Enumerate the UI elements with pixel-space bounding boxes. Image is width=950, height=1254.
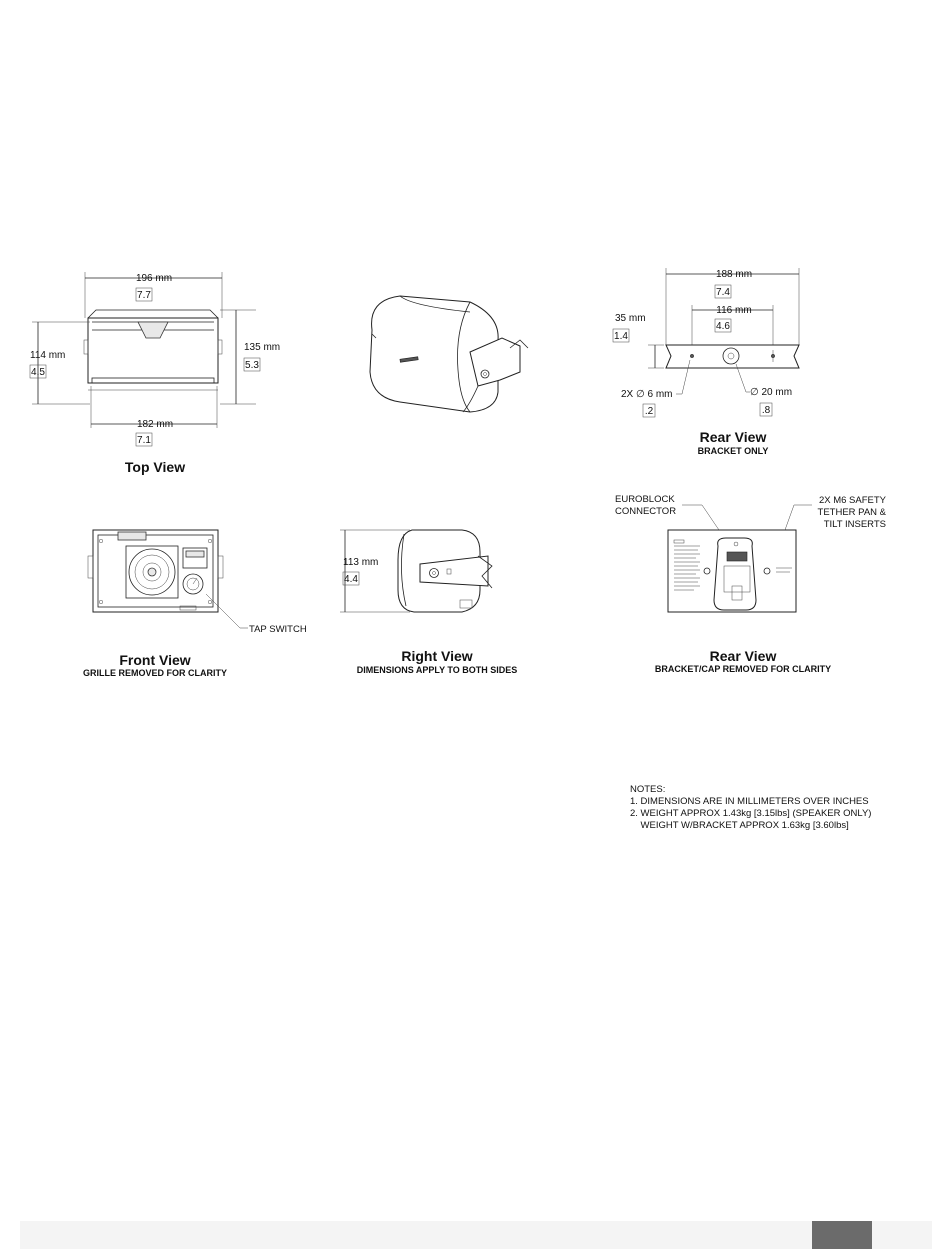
- top-view-title: Top View: [124, 459, 186, 475]
- tether-callout-line1: 2X M6 SAFETY: [818, 495, 886, 506]
- top-base-width-in: 7.1: [137, 435, 151, 446]
- bracket-overall-in: 7.4: [716, 287, 730, 298]
- bracket-large-hole-in: .8: [761, 405, 771, 416]
- rear-terminal-cup: [714, 538, 756, 610]
- notes-line-3: WEIGHT W/BRACKET APPROX 1.63kg [3.60lbs]: [630, 820, 849, 831]
- euroblock-callout-line2: CONNECTOR: [615, 506, 677, 517]
- rear-bracket-view: [613, 268, 799, 456]
- rear-bracket-view-subtitle: BRACKET ONLY: [697, 446, 769, 456]
- rear-bracket-view-title: Rear View: [699, 429, 767, 445]
- bracket-overall-mm: 188 mm: [715, 269, 753, 280]
- notes-block: [630, 784, 871, 832]
- tap-switch-callout: TAP SWITCH: [249, 624, 307, 635]
- bracket-large-hole-mm: ∅ 20 mm: [750, 387, 793, 398]
- bracket-small-hole-right: [771, 354, 774, 357]
- bracket-offset-mm: 35 mm: [615, 313, 646, 324]
- bracket-small-hole-mm: 2X ∅ 6 mm: [621, 389, 673, 400]
- bracket-hole-spacing-in: 4.6: [716, 321, 730, 332]
- page-footer-bar: [20, 1221, 932, 1249]
- rear-view: [615, 494, 887, 674]
- bracket-hole-spacing-mm: 116 mm: [716, 305, 752, 316]
- top-width-mm: 196 mm: [135, 273, 173, 284]
- top-depth-mm: 114 mm: [30, 350, 66, 361]
- front-view-title: Front View: [119, 652, 191, 668]
- footer-page-tab: [812, 1221, 872, 1249]
- bracket-small-hole-left: [690, 354, 693, 357]
- rear-view-subtitle: BRACKET/CAP REMOVED FOR CLARITY: [654, 664, 832, 674]
- top-base-width-mm: 182 mm: [136, 419, 174, 430]
- right-height-mm: 113 mm: [343, 557, 379, 568]
- top-height-in: 5.3: [245, 360, 259, 371]
- front-view-subtitle: GRILLE REMOVED FOR CLARITY: [83, 668, 227, 678]
- notes-heading: NOTES:: [630, 784, 666, 795]
- right-view: [340, 530, 517, 675]
- top-depth-in: 4.5: [31, 367, 45, 378]
- notes-line-2: 2. WEIGHT APPROX 1.43kg [3.15lbs] (SPEAKER ONLY): [630, 808, 872, 819]
- isometric-view: [370, 296, 528, 412]
- euroblock-callout-line1: EUROBLOCK: [615, 494, 675, 505]
- top-width-in: 7.7: [137, 290, 151, 301]
- front-view: [83, 530, 307, 678]
- right-height-in: 4.4: [344, 574, 358, 585]
- rear-view-title: Rear View: [709, 648, 777, 664]
- bracket-small-hole-in: .2: [644, 406, 654, 417]
- right-view-title: Right View: [401, 648, 473, 664]
- top-height-mm: 135 mm: [244, 342, 281, 353]
- euroblock-connector-icon: [727, 552, 747, 561]
- top-view: [30, 272, 280, 475]
- right-view-subtitle: DIMENSIONS APPLY TO BOTH SIDES: [356, 665, 518, 675]
- tether-callout-line2: TETHER PAN &: [817, 507, 886, 518]
- tether-callout-line3: TILT INSERTS: [823, 519, 886, 530]
- bracket-offset-in: 1.4: [614, 331, 628, 342]
- notes-line-1: 1. DIMENSIONS ARE IN MILLIMETERS OVER INCHES: [630, 796, 869, 807]
